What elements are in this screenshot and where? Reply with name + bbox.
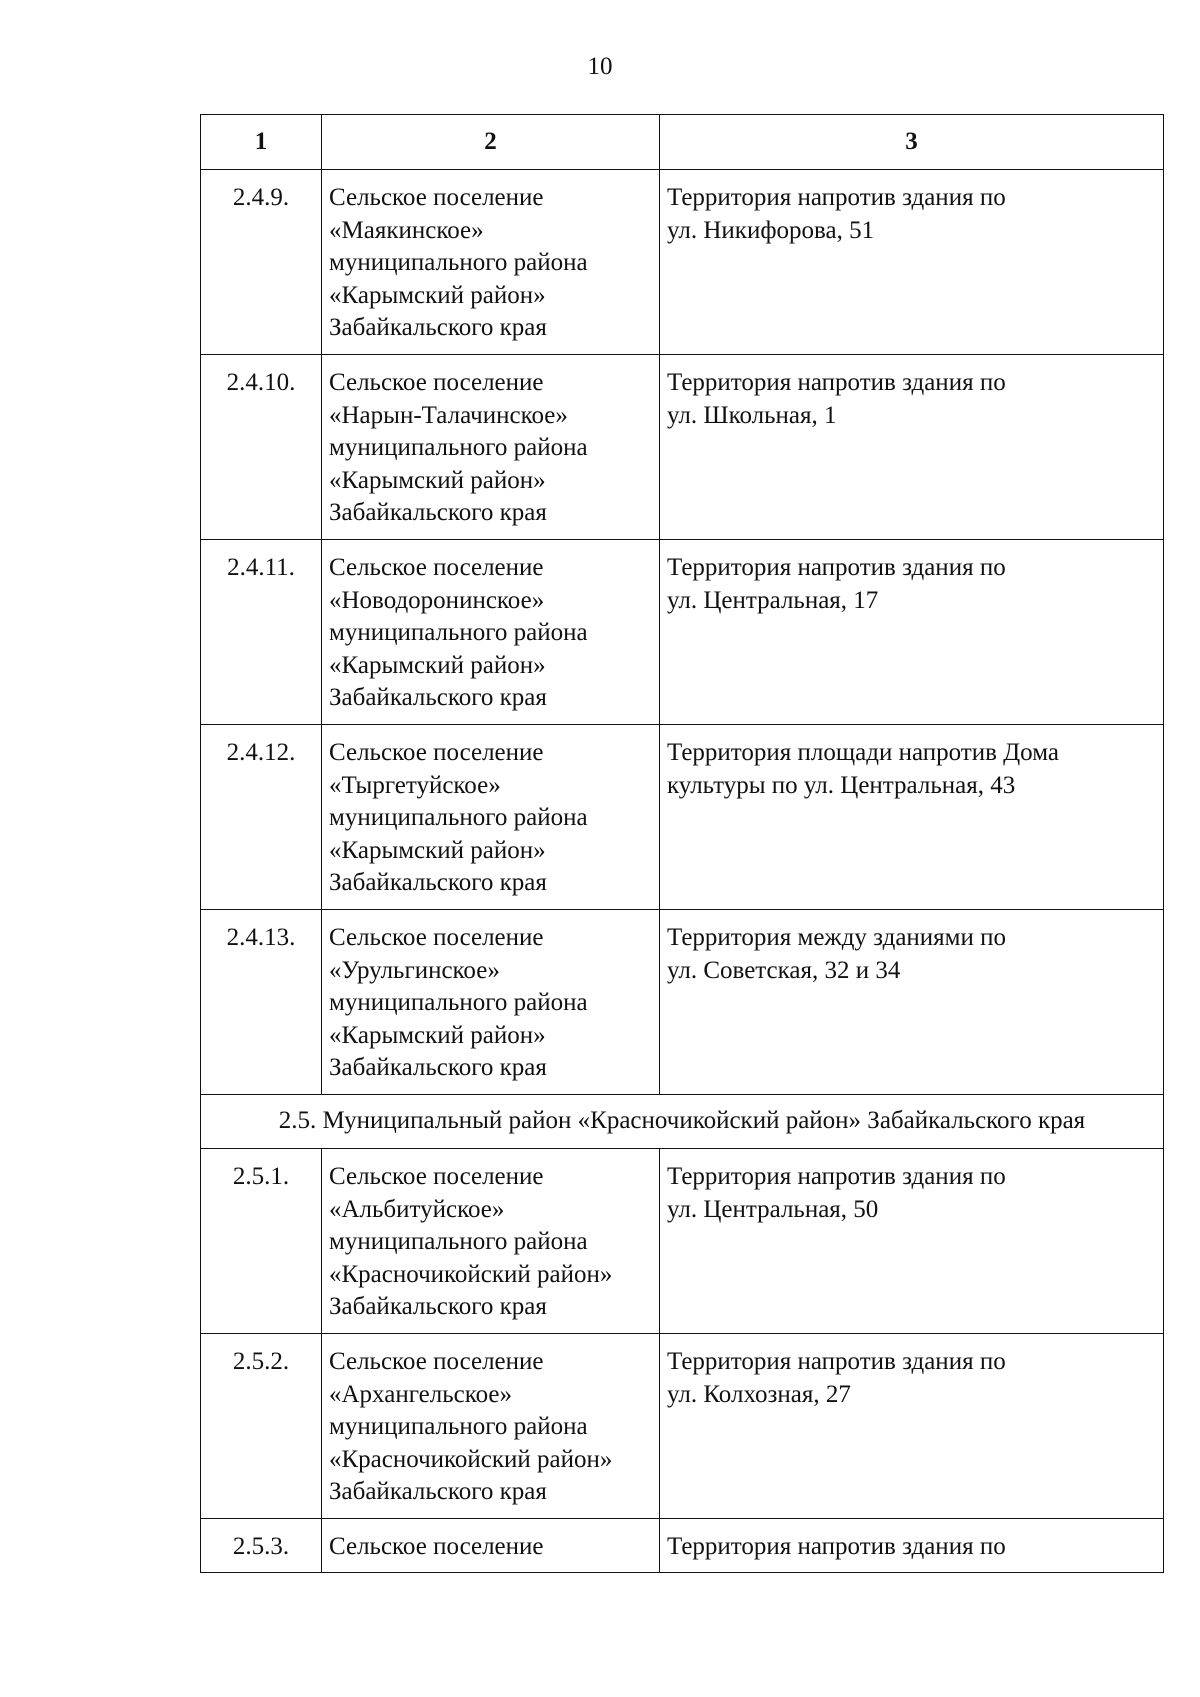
row-number: 2.5.1.	[201, 1149, 322, 1334]
table-row	[201, 1149, 1164, 1334]
row-number: 2.5.3.	[201, 1519, 322, 1573]
section-heading: 2.5. Муниципальный район «Красночикойский район» Забайкальского края	[201, 1095, 1164, 1149]
row-number: 2.4.12.	[201, 725, 322, 910]
settlement-name: Сельское поселение «Урульгинское» муниципального района «Карымский район» Забайкальского края	[322, 910, 660, 1095]
territory-description: Территория напротив здания по ул. Школьная, 1	[660, 355, 1164, 540]
territory-description: Территория напротив здания по ул. Колхозная, 27	[660, 1334, 1164, 1519]
settlement-name: Сельское поселение «Альбитуйское» муниципального района «Красночикойский район» Забайкальского края	[322, 1149, 660, 1334]
territory-description: Территория напротив здания по ул. Никифорова, 51	[660, 170, 1164, 355]
row-number: 2.4.11.	[201, 540, 322, 725]
territory-description: Территория напротив здания по	[660, 1519, 1164, 1573]
column-header-3: 3	[660, 115, 1164, 170]
settlement-name: Сельское поселение	[322, 1519, 660, 1573]
page-number: 10	[587, 53, 613, 80]
table-row	[201, 540, 1164, 725]
table-row	[201, 1519, 1164, 1573]
table-row	[201, 1334, 1164, 1519]
territory-description: Территория напротив здания по ул. Центральная, 17	[660, 540, 1164, 725]
territory-description: Территория напротив здания по ул. Центральная, 50	[660, 1149, 1164, 1334]
row-number: 2.4.10.	[201, 355, 322, 540]
settlement-name: Сельское поселение «Тыргетуйское» муниципального района «Карымский район» Забайкальского края	[322, 725, 660, 910]
table-row	[201, 910, 1164, 1095]
settlement-name: Сельское поселение «Архангельское» муниципального района «Красночикойский район» Забайкальского края	[322, 1334, 660, 1519]
territory-description: Территория между зданиями по ул. Советская, 32 и 34	[660, 910, 1164, 1095]
settlement-name: Сельское поселение «Новодоронинское» муниципального района «Карымский район» Забайкальского края	[322, 540, 660, 725]
settlement-name: Сельское поселение «Нарын-Талачинское» муниципального района «Карымский район» Забайкальского края	[322, 355, 660, 540]
column-header-1: 1	[201, 115, 322, 170]
table-row	[201, 170, 1164, 355]
row-number: 2.5.2.	[201, 1334, 322, 1519]
table-header-row	[201, 115, 1164, 170]
table-row	[201, 355, 1164, 540]
row-number: 2.4.9.	[201, 170, 322, 355]
settlement-name: Сельское поселение «Маякинское» муниципального района «Карымский район» Забайкальского края	[322, 170, 660, 355]
column-header-2: 2	[322, 115, 660, 170]
row-number: 2.4.13.	[201, 910, 322, 1095]
settlements-table	[200, 114, 1164, 1573]
territory-description: Территория площади напротив Дома культуры по ул. Центральная, 43	[660, 725, 1164, 910]
section-heading-row	[201, 1095, 1164, 1149]
table-row	[201, 725, 1164, 910]
